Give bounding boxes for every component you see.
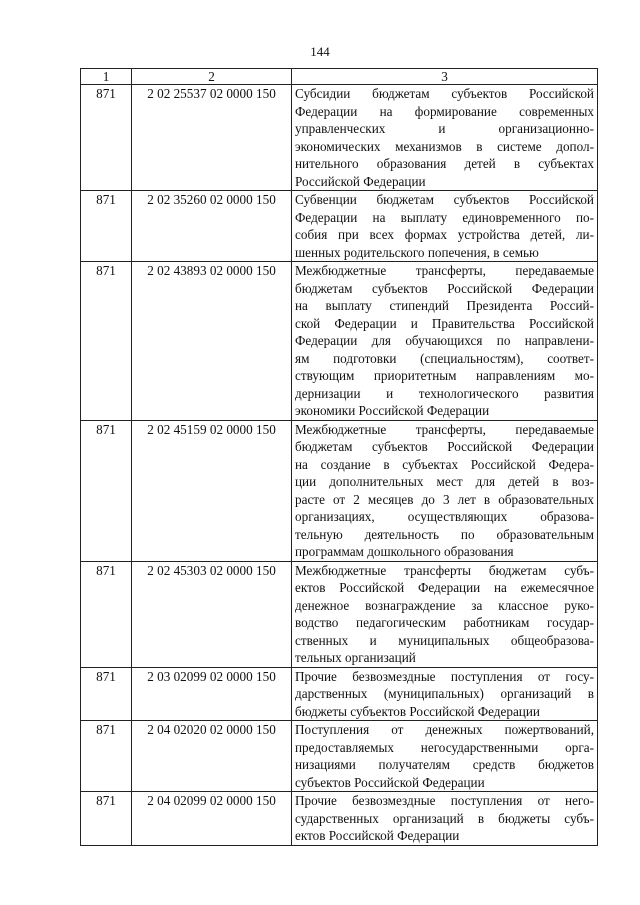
description-line: на выплату стипендий Президента Россий- [295,298,594,313]
admin-code-cell: 871 [81,191,132,262]
description-line: водство педагогическим работникам государ- [295,615,594,630]
table-row [81,420,598,561]
description-line: низациями получателям средств бюджетов [295,757,594,772]
description-line: Прочие безвозмездные поступления от госу- [295,668,594,684]
description-line: управленческих и организационно- [295,121,594,136]
description-line: Федерации для обучающихся по направлени- [295,333,594,348]
description-line: ектов Российской Федерации на ежемесячное [295,580,594,595]
description-line: Российской Федерации [295,173,426,189]
description-line: расте от 2 месяцев до 3 лет в образовательных [295,491,594,507]
description-line: Субсидии бюджетам субъектов Российской [295,86,594,101]
budget-code-cell: 2 02 25537 02 0000 150 [132,85,292,191]
description-line: ствующим приоритетным направлениям мо- [295,368,594,383]
description-line: ской Федерации и Правительства Российской [295,315,594,331]
description-cell [292,420,598,561]
description-line: экономики Российской Федерации [295,403,490,418]
table-row [81,561,598,667]
description-line: денежное вознаграждение за классное руко- [295,597,594,613]
table-row [81,792,598,846]
description-line: Субвенции бюджетам субъектов Российской [295,192,594,207]
description-line: сударственных организаций в бюджеты субъ- [295,810,594,826]
description-line: бюджетам субъектов Российской Федерации [295,280,594,296]
table-row [81,721,598,792]
table-row [81,191,598,262]
admin-code-cell: 871 [81,85,132,191]
description-line: субъектов Российской Федерации [295,774,485,790]
description-line: собия при всех формах устройства детей, ли- [295,227,594,242]
description-line: на создание в субъектах Российской Федера- [295,456,594,472]
admin-code-cell: 871 [81,792,132,846]
description-line: программам дошкольного образования [295,544,514,559]
description-line: предоставляемых негосударственными орга- [295,739,594,755]
description-cell [292,85,598,191]
description-line: тельных организаций [295,650,416,665]
description-line: бюджеты субъектов Российской Федерации [295,703,540,719]
table-header-row [81,69,598,85]
description-cell [292,721,598,792]
admin-code-cell: 871 [81,420,132,561]
description-line: Федерации на выплату единовременного по- [295,209,594,225]
budget-code-cell: 2 04 02099 02 0000 150 [132,792,292,846]
column-header-admin: 1 [81,69,132,85]
column-header-description: 3 [292,69,598,85]
description-cell [292,561,598,667]
column-header-code: 2 [132,69,292,85]
description-line: ственных и муниципальных общеобразова- [295,632,594,648]
admin-code-cell: 871 [81,721,132,792]
description-line: бюджетам субъектов Российской Федерации [295,439,594,454]
description-cell [292,792,598,846]
budget-code-cell: 2 02 35260 02 0000 150 [132,191,292,262]
description-line: Федерации на формирование современных [295,103,594,119]
description-line: Прочие безвозмездные поступления от него- [295,793,594,808]
description-line: ции дополнительных мест для детей в воз- [295,474,594,489]
admin-code-cell: 871 [81,667,132,721]
description-cell [292,667,598,721]
budget-code-cell: 2 02 45159 02 0000 150 [132,420,292,561]
description-line: Межбюджетные трансферты бюджетам субъ- [295,562,594,578]
description-line: Межбюджетные трансферты, передаваемые [295,263,594,278]
description-line: организациях, осуществляющих образова- [295,509,594,524]
revenue-codes-table [80,68,598,846]
budget-code-cell: 2 03 02099 02 0000 150 [132,667,292,721]
description-line: дарственных (муниципальных) организаций в [295,686,594,701]
description-line: дернизации и технологического развития [295,385,594,401]
admin-code-cell: 871 [81,262,132,421]
description-line: нительного образования детей в субъектах [295,156,594,171]
budget-code-cell: 2 02 43893 02 0000 150 [132,262,292,421]
description-line: ектов Российской Федерации [295,828,460,843]
budget-code-cell: 2 04 02020 02 0000 150 [132,721,292,792]
table-row [81,262,598,421]
description-cell [292,191,598,262]
description-cell [292,262,598,421]
table-row [81,85,598,191]
description-line: ям подготовки (специальностям), соответ- [295,350,594,366]
description-line: Поступления от денежных пожертвований, [295,722,594,737]
page-number: 144 [310,44,330,59]
budget-code-cell: 2 02 45303 02 0000 150 [132,561,292,667]
description-line: шенных родительского попечения, в семью [295,244,539,260]
admin-code-cell: 871 [81,561,132,667]
description-line: экономических механизмов в системе допол- [295,138,594,154]
table-row [81,667,598,721]
description-line: Межбюджетные трансферты, передаваемые [295,421,594,437]
description-line: тельную деятельность по образовательным [295,526,594,542]
